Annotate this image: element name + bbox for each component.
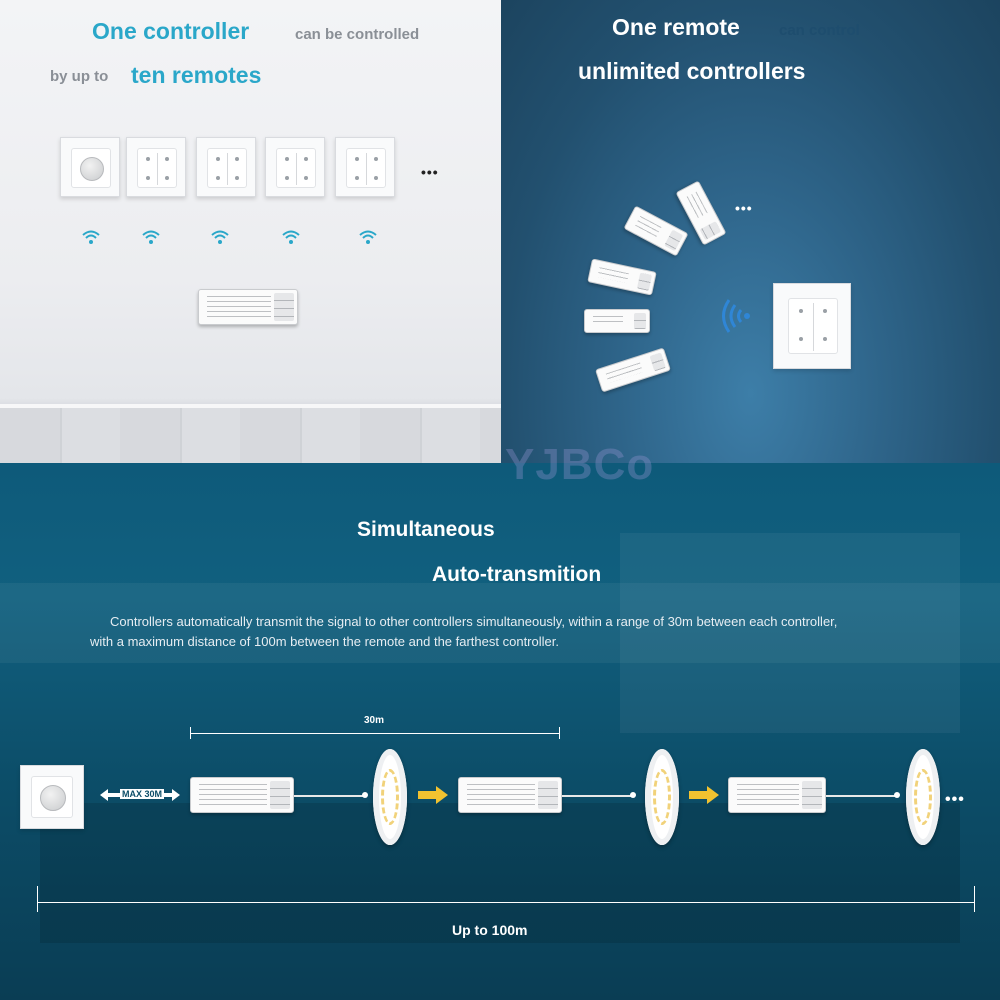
- controller-module: [623, 205, 688, 256]
- remote-rgb: [335, 137, 395, 197]
- yellow-arrow-icon: [418, 786, 448, 804]
- range-label: 30m: [364, 715, 385, 726]
- description-line-1: Controllers automatically transmit the signal to other controllers simultaneously, within a range of 30m between each controller,: [110, 614, 838, 629]
- right-panel: [501, 0, 1000, 463]
- controller-module: [728, 777, 826, 813]
- wifi-signal-icon: [715, 296, 755, 336]
- controller-module: [190, 777, 294, 813]
- headline-one-remote: One remote: [612, 14, 740, 40]
- total-dimension-line: [37, 902, 975, 903]
- led-strip-reel: [373, 749, 407, 845]
- led-strip-reel: [645, 749, 679, 845]
- left-panel: [0, 0, 501, 463]
- led-strip-reel: [906, 749, 940, 845]
- wifi-signal-icon: [80, 229, 102, 245]
- rotary-dimmer-icon: [40, 785, 66, 811]
- controller-module: [587, 258, 657, 295]
- controller-module: [198, 289, 298, 325]
- floor: [0, 408, 501, 463]
- description-line-2: with a maximum distance of 100m between the remote and the farthest controller.: [90, 634, 559, 649]
- total-distance-label: Up to 100m: [452, 922, 528, 938]
- wifi-signal-icon: [280, 229, 302, 245]
- wifi-signal-icon: [357, 229, 379, 245]
- headline-ten-remotes: ten remotes: [131, 62, 262, 88]
- more-controllers-ellipsis: •••: [945, 791, 965, 808]
- controller-module: [595, 347, 671, 392]
- bottom-panel: [0, 463, 1000, 1000]
- subhead-by-up-to: by up to: [50, 68, 109, 85]
- headline-simultaneous: Simultaneous: [357, 518, 495, 541]
- more-remotes-ellipsis: •••: [421, 164, 439, 180]
- remote-push-2: [773, 283, 851, 369]
- more-controllers-ellipsis: •••: [735, 200, 753, 216]
- remote-rotary-dimmer: [60, 137, 120, 197]
- headline-unlimited-controllers: unlimited controllers: [578, 58, 806, 84]
- rotary-dimmer-icon: [80, 157, 104, 181]
- controller-module: [458, 777, 562, 813]
- wifi-signal-icon: [140, 229, 162, 245]
- remote-push-2b: [196, 137, 256, 197]
- yellow-arrow-icon: [689, 786, 719, 804]
- subhead-can-be-controlled: can be controlled: [295, 26, 420, 43]
- max-range-label: MAX 30M: [122, 789, 163, 799]
- subhead-can-control: can control: [779, 22, 860, 39]
- remote-rotary-dimmer: [20, 765, 84, 829]
- remote-cct: [265, 137, 325, 197]
- remote-push-2: [126, 137, 186, 197]
- wifi-signal-icon: [209, 229, 231, 245]
- range-dimension-line: [190, 733, 560, 734]
- watermark-logo: YJBCo: [505, 440, 655, 489]
- headline-auto-transmition: Auto-transmition: [432, 563, 602, 586]
- headline-one-controller: One controller: [92, 18, 250, 44]
- controller-module: [584, 309, 650, 333]
